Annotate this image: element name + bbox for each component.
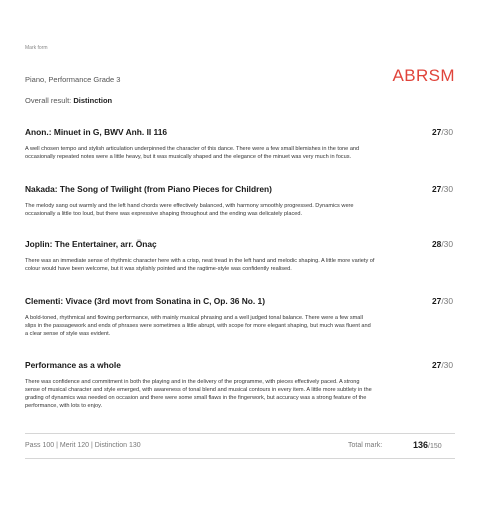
piece-mark-value: 27 xyxy=(432,296,442,306)
piece-mark-value: 27 xyxy=(432,127,442,137)
grade-subject: Piano, Performance Grade 3 xyxy=(25,75,121,84)
piece-mark-value: 27 xyxy=(432,360,442,370)
piece-title: Clementi: Vivace (3rd movt from Sonatina in C, Op. 36 No. 1) xyxy=(25,296,265,306)
piece-mark xyxy=(432,127,455,137)
footer-divider-top xyxy=(25,433,455,434)
piece-section xyxy=(25,239,455,273)
piece-title: Nakada: The Song of Twilight (from Piano Pieces for Children) xyxy=(25,184,272,194)
piece-mark-out-of: /30 xyxy=(441,239,453,249)
piece-comment: A bold-toned, rhythmical and flowing performance, with mainly musical phrasing and a well judged tonal balance. There were a few small slips in the passagework and ends of phrases were sometimes a little abrupt, with scope for more elegant shaping, but much was fluent and a clear sense of style was evident. xyxy=(25,315,371,337)
piece-title: Joplin: The Entertainer, arr. Önaç xyxy=(25,239,157,249)
piece-mark-value: 27 xyxy=(432,184,442,194)
piece-mark xyxy=(432,360,455,370)
piece-comment: A well chosen tempo and stylish articulation underpinned the character of this dance. There were a few small blemishes in the tone and occasionally repeated notes were a little heavy, but it was musically shaped and the elegance of the minuet was very much in focus. xyxy=(25,146,360,160)
grade-bands: Pass 100 | Merit 120 | Distinction 130 xyxy=(25,442,141,449)
piece-section xyxy=(25,296,455,338)
piece-mark-out-of: /30 xyxy=(441,184,453,194)
overall-result-value: Distinction xyxy=(73,96,113,105)
piece-section xyxy=(25,360,455,410)
piece-mark-value: 28 xyxy=(432,239,442,249)
doc-label: Mark form xyxy=(25,45,48,51)
total-mark-value: 136 xyxy=(413,440,429,450)
piece-title: Performance as a whole xyxy=(25,360,121,370)
piece-mark xyxy=(432,184,455,194)
total-mark-out-of: /150 xyxy=(428,443,442,450)
overall-result-label: Overall result: xyxy=(25,96,72,105)
abrsm-logo: ABRSM xyxy=(392,66,455,85)
piece-mark-out-of: /30 xyxy=(441,296,453,306)
footer-divider-bottom xyxy=(25,458,455,459)
total-mark xyxy=(413,440,442,450)
piece-mark xyxy=(432,296,455,306)
piece-title: Anon.: Minuet in G, BWV Anh. II 116 xyxy=(25,127,168,137)
piece-section xyxy=(25,184,455,218)
overall-result xyxy=(25,96,112,105)
piece-section xyxy=(25,127,455,161)
piece-mark-out-of: /30 xyxy=(441,360,453,370)
total-mark-label: Total mark: xyxy=(348,442,383,449)
piece-mark-out-of: /30 xyxy=(441,127,453,137)
piece-comment: The melody sang out warmly and the left hand chords were effectively balanced, with harmony smoothly progressed. Dynamics were occasionally a little too loud, but there was expressive shaping throughout and the ending was delicately placed. xyxy=(25,203,354,217)
piece-comment: There was an immediate sense of rhythmic character here with a crisp, neat tread in the left hand and melodic shaping. A little more variety of colour would have been welcome, but it was stylishly pointed and the ragtime-style was confidently realised. xyxy=(25,258,375,272)
piece-mark xyxy=(432,239,455,249)
piece-comment: There was confidence and commitment in both the playing and in the delivery of the programme, with pieces effectively paced. A strong sense of musical character and style emerged, with awareness of tonal blend and musical contours in every item. A little more subtlety in the grading of dynamics was needed on occasion and there were some small flaws in the fingerwork, but accuracy was a strong feature of the performance, with lots to enjoy. xyxy=(25,379,372,409)
